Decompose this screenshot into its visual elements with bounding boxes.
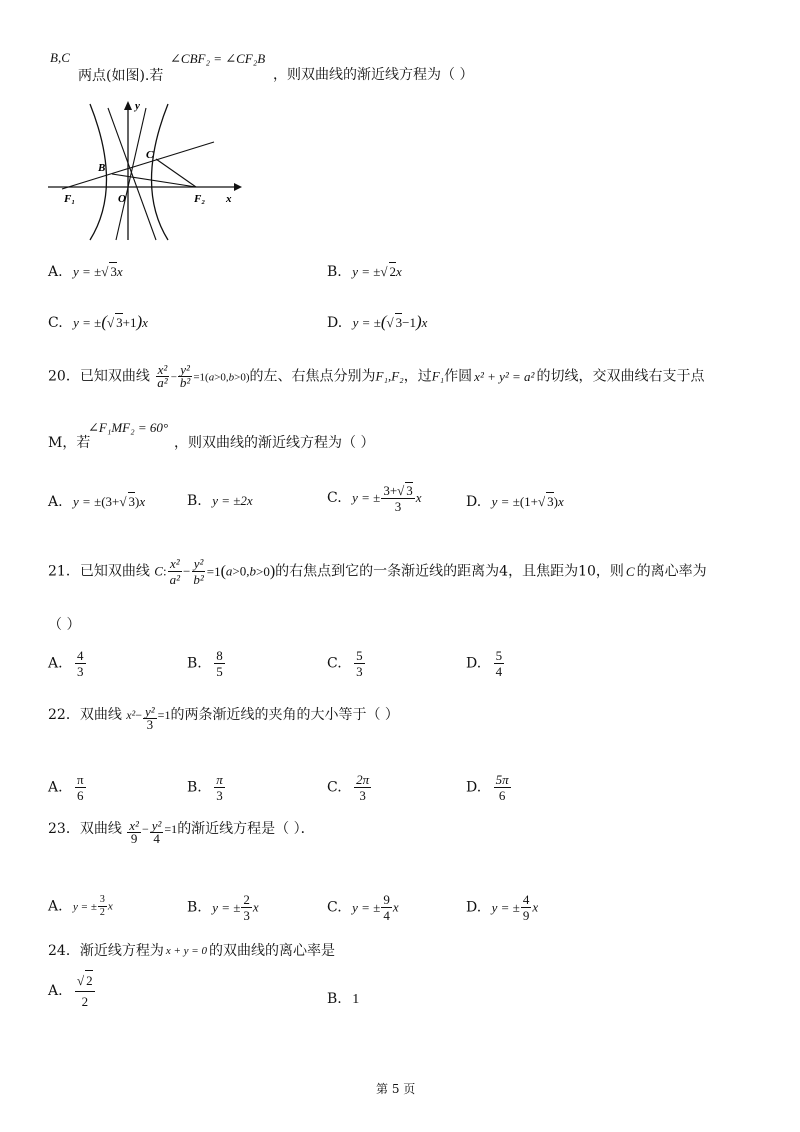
q19-lead: 两点(如图).若 bbox=[78, 68, 164, 84]
q20-number: 20． bbox=[48, 368, 80, 385]
label-x: x bbox=[226, 193, 232, 205]
q19-condition: ∠CBF₂ = ∠CF₂B bbox=[170, 51, 266, 66]
q23-line1: 23．双曲线 $\frac{\text{x²}}{9}$ − $\frac{\text{y²}}{4}$ =1的渐近线方程是（ ）． bbox=[48, 818, 315, 846]
label-c: C bbox=[146, 149, 154, 161]
q22-option-c[interactable]: C. $\frac{2\pi}{3}$ bbox=[327, 772, 370, 803]
q24-option-a[interactable]: A. $\frac{√ 2}{2}$ bbox=[48, 970, 96, 1012]
q19-points: B,C bbox=[50, 50, 70, 65]
q20-line2: M，若 ∠F₁MF₂ = 60° ，则双曲线的渐近线方程为（ ） bbox=[48, 420, 375, 451]
q19-option-c[interactable]: C. y = ±(√ 3+1)x bbox=[48, 312, 148, 331]
q20-angle: ∠F₁MF₂ = 60° bbox=[88, 420, 169, 435]
q22-line1: 22．双曲线 x²− $\frac{\text{y²}}{3}$ =1的两条渐近线的夹角的大小等于（ ） bbox=[48, 704, 399, 732]
asymptote-2 bbox=[116, 108, 146, 240]
hyperbola-right-branch bbox=[152, 104, 169, 240]
q24-option-b[interactable]: B. 1 bbox=[327, 991, 360, 1007]
q20-line1: 20．已知双曲线 $\frac{\text{x²}}{\text{a²}}$ − $\frac{\text{y²}}{\text{b²}}$ =1(a>0,b>0)的左、右焦点分别为F₁,F₂，过F₁作圆 x² + y² = a² 的切线，交双曲线右支于点 bbox=[48, 362, 705, 390]
q21-option-a[interactable]: A. $\frac{4}{3}$ bbox=[48, 648, 84, 679]
q19-option-d[interactable]: D. y = ±(√ 3−1)x bbox=[327, 312, 428, 331]
segment-bf2 bbox=[112, 174, 196, 187]
q21-line1: 21．已知双曲线 C: $\frac{\text{x²}}{\text{a²}}$ − $\frac{\text{y²}}{\text{b²}}$ =1(a>0,b>0)的右焦点到它的一条渐近线的距离为4，且焦距为10，则 C 的离心率为 bbox=[48, 556, 707, 587]
page-number: 第 5 页 bbox=[376, 1082, 416, 1096]
q23-option-b[interactable]: B. y = ± $\frac{2}{3}$ x bbox=[187, 892, 259, 923]
q21-number: 21． bbox=[48, 563, 80, 580]
q20-option-c[interactable]: C. y = ± $\frac{3+√ 3}{3}$ x bbox=[327, 483, 422, 514]
q19-option-a[interactable]: A. y = ±√ 3x bbox=[48, 264, 123, 280]
q19-tail: ，则双曲线的渐近线方程为（ ） bbox=[273, 67, 474, 83]
q21-option-b[interactable]: B. $\frac{8}{5}$ bbox=[187, 648, 223, 679]
q22-option-b[interactable]: B. $\frac{\pi}{3}$ bbox=[187, 772, 223, 803]
q21-option-d[interactable]: D. $\frac{5}{4}$ bbox=[466, 648, 503, 679]
q23-option-c[interactable]: C. y = ± $\frac{9}{4}$ x bbox=[327, 892, 399, 923]
q23-option-a[interactable]: A. y = ± $\frac{3}{2}$ x bbox=[48, 894, 113, 918]
q21-option-c[interactable]: C. $\frac{5}{3}$ bbox=[327, 648, 363, 679]
q24-number: 24． bbox=[48, 943, 80, 959]
q20-option-b[interactable]: B. y = ±2x bbox=[187, 493, 253, 509]
hyperbola-figure bbox=[46, 98, 246, 246]
q21-line2: （ ） bbox=[48, 617, 81, 633]
q23-number: 23． bbox=[48, 821, 80, 837]
q20-option-d[interactable]: D. y = ±(1+√ 3)x bbox=[466, 494, 564, 510]
q22-option-d[interactable]: D. $\frac{5\pi}{6}$ bbox=[466, 772, 509, 803]
label-f1: F₁ bbox=[64, 193, 76, 205]
q20-option-a[interactable]: A. y = ±(3+√ 3)x bbox=[48, 494, 146, 510]
label-f2: F₂ bbox=[194, 193, 206, 205]
q23-option-d[interactable]: D. y = ± $\frac{4}{9}$ x bbox=[466, 892, 539, 923]
label-o: O bbox=[118, 193, 126, 205]
q24-line1: 24．渐近线方程为 $^{x + y = 0}$ 的双曲线的离心率是 bbox=[48, 943, 335, 959]
x-axis-arrow bbox=[234, 183, 242, 191]
line-f1-b-c bbox=[62, 142, 214, 189]
q19-stem bbox=[48, 50, 748, 90]
q22-option-a[interactable]: A. $\frac{\pi}{6}$ bbox=[48, 772, 84, 803]
segment-cf2 bbox=[156, 159, 196, 187]
y-axis-arrow bbox=[124, 101, 132, 110]
label-y: y bbox=[135, 100, 140, 112]
label-b: B bbox=[98, 162, 106, 174]
q22-number: 22． bbox=[48, 707, 80, 723]
q19-option-b[interactable]: B. y = ±√ 2x bbox=[327, 264, 402, 280]
